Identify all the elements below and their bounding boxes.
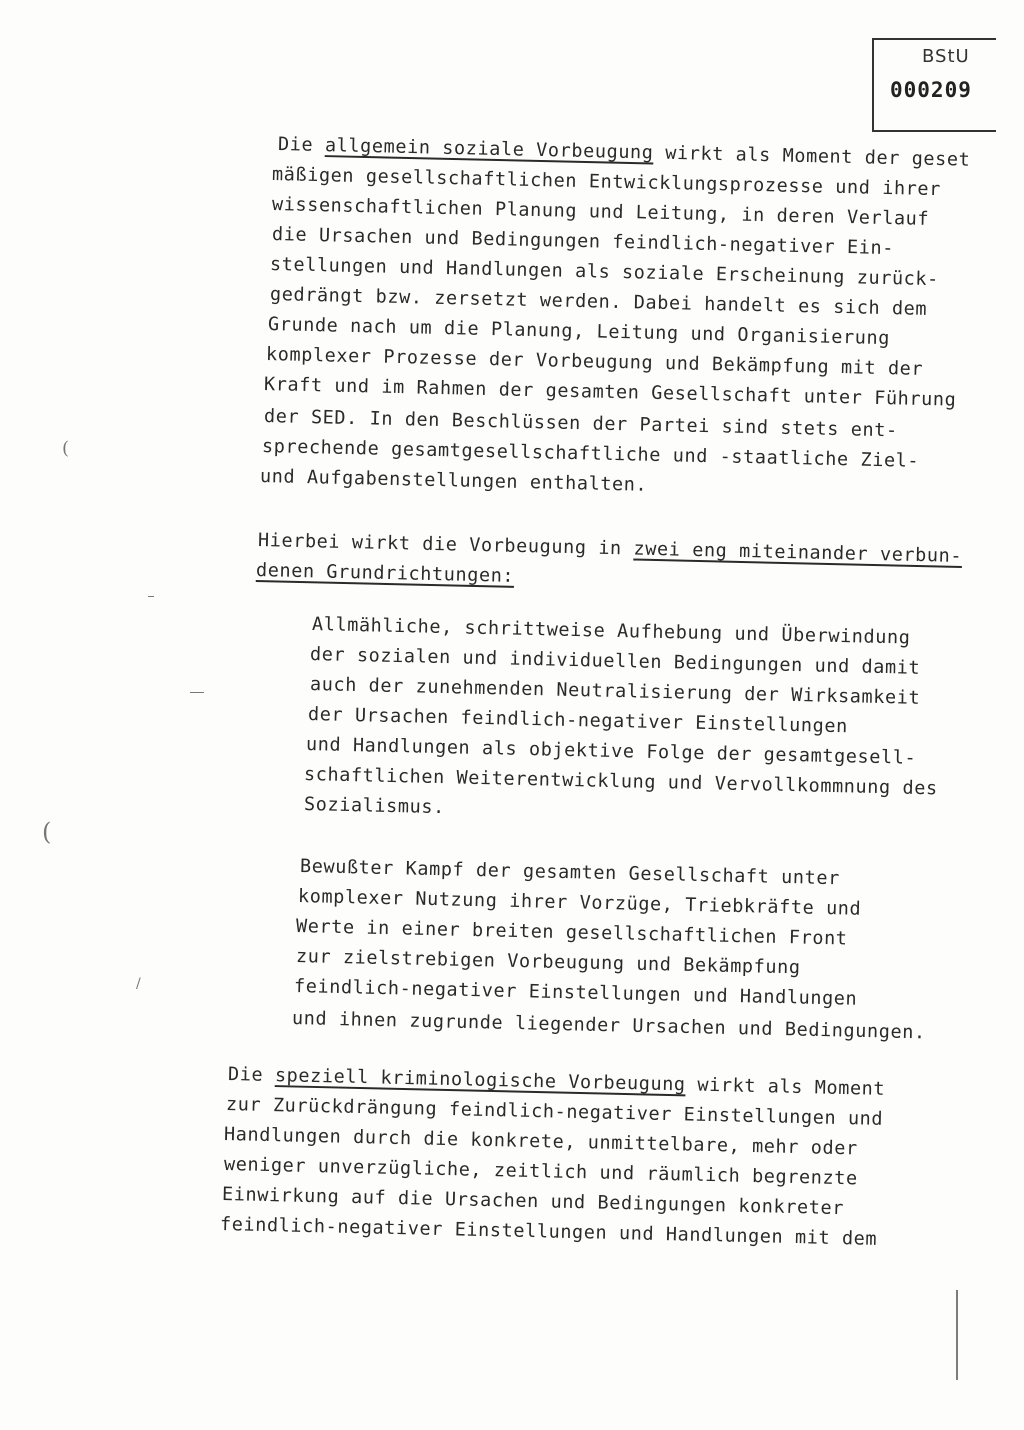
text-line: der sozialen und individuellen Bedingungen und damit	[309, 644, 921, 679]
text-line: Handlungen durch die konkrete, unmittelbare, mehr oder	[223, 1124, 858, 1160]
text-line: weniger unverzügliche, zeitlich und räumlich begrenzte	[223, 1154, 858, 1190]
stamp-number: 000209	[890, 78, 972, 102]
text-line: die Ursachen und Bedingungen feindlich-negativer Ein-	[271, 224, 895, 260]
scan-mark	[190, 692, 204, 693]
text-line: Bewußter Kampf der gesamten Gesellschaft unter	[299, 856, 841, 890]
text-line: und ihnen zugrunde liegender Ursachen und Bedingungen.	[291, 1008, 926, 1044]
text-line: Die allgemein soziale Vorbeugung wirkt als Moment der geset	[277, 134, 971, 171]
text-line: schaftlichen Weiterentwicklung und Vervollkommnung des	[303, 764, 938, 800]
text-line: komplexer Nutzung ihrer Vorzüge, Triebkräfte und	[297, 886, 862, 920]
text-line: und Handlungen als objektive Folge der gesamtgesell-	[305, 734, 917, 769]
underlined-term: zwei eng miteinander verbun-	[633, 538, 963, 567]
text-line: Grunde nach um die Planung, Leitung und Organisierung	[267, 314, 891, 350]
text-line: Kraft und im Rahmen der gesamten Gesellschaft unter Führung	[263, 374, 957, 411]
scan-mark: (	[62, 438, 70, 459]
underlined-term: denen Grundrichtungen:	[255, 560, 515, 587]
text-line: komplexer Prozesse der Vorbeugung und Bekämpfung mit der	[265, 344, 924, 380]
scan-mark	[148, 596, 154, 597]
text-line: und Aufgabenstellungen enthalten.	[259, 466, 648, 496]
text-line: mäßigen gesellschaftlichen Entwicklungsprozesse und ihrer	[271, 164, 942, 201]
underlined-term: allgemein soziale Vorbeugung	[324, 135, 654, 164]
text-line: Werte in einer breiten gesellschaftlichen Front	[295, 916, 848, 950]
scan-mark: /	[136, 976, 141, 992]
text-line: feindlich-negativer Einstellungen und Handlungen	[293, 976, 858, 1010]
scan-mark: (	[42, 818, 52, 846]
text-line: gedrängt bzw. zersetzt werden. Dabei handelt es sich dem	[269, 284, 928, 320]
text-line: Die speziell kriminologische Vorbeugung wirkt als Moment	[227, 1064, 886, 1100]
text-line: Hierbei wirkt die Vorbeugung in zwei eng miteinander verbun-	[257, 530, 963, 567]
text-line: der Ursachen feindlich-negativer Einstellungen	[307, 704, 849, 738]
margin-rule	[956, 1290, 958, 1380]
text-line: Allmähliche, schrittweise Aufhebung und Überwindung	[311, 614, 911, 649]
underlined-term: speziell kriminologische Vorbeugung	[274, 1065, 686, 1096]
text-line: Einwirkung auf die Ursachen und Bedingungen konkreter	[221, 1184, 845, 1220]
text-line: sprechende gesamtgesellschaftliche und -staatliche Ziel-	[261, 436, 920, 472]
stamp-label: BStU	[922, 46, 970, 67]
text-line: Sozialismus.	[303, 794, 446, 819]
text-line: zur zielstrebigen Vorbeugung und Bekämpfung	[295, 946, 801, 979]
text-line: zur Zurückdrängung feindlich-negativer Einstellungen und	[225, 1094, 884, 1130]
text-line: der SED. In den Beschlüssen der Partei sind stets ent-	[263, 406, 898, 442]
archive-stamp	[872, 38, 996, 132]
text-line	[256, 560, 515, 587]
text-line: auch der zunehmenden Neutralisierung der Wirksamkeit	[309, 674, 921, 709]
text-line: stellungen und Handlungen als soziale Erscheinung zurück-	[269, 254, 940, 291]
text-line: feindlich-negativer Einstellungen und Handlungen mit dem	[219, 1214, 878, 1250]
text-line: wissenschaftlichen Planung und Leitung, in deren Verlauf	[271, 194, 930, 230]
